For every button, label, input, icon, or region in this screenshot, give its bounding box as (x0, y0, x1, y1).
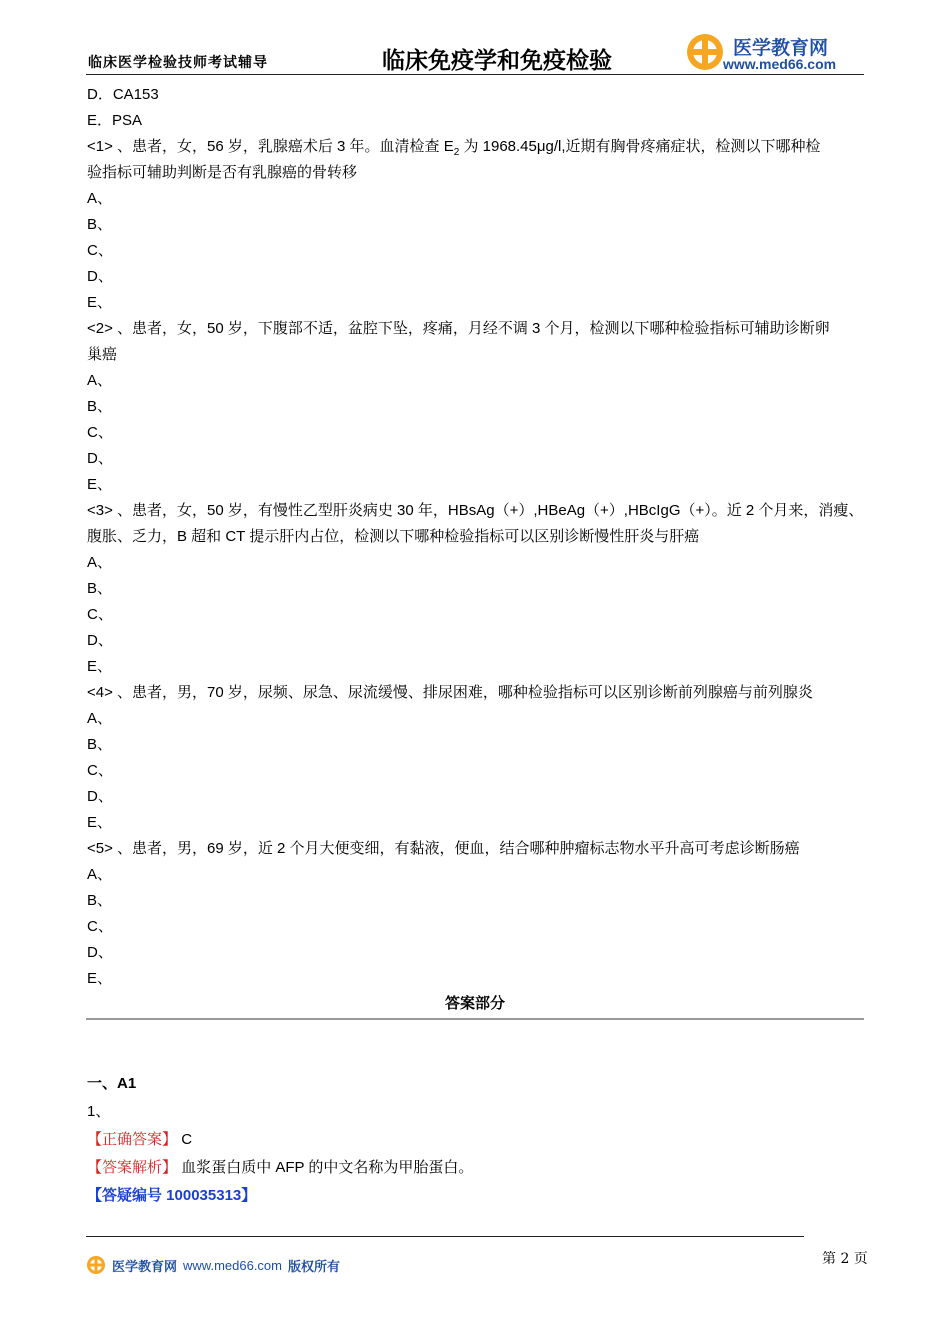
option-d-line: D．CA153 (87, 86, 159, 103)
q3-option-e: E、 (87, 658, 113, 675)
q1-option-a: A、 (87, 190, 113, 207)
correct-answer-label: 【正确答案】 (87, 1131, 178, 1148)
footer-rights: 版权所有 (288, 1258, 341, 1274)
header-logo-url: www.med66.com (723, 56, 837, 72)
q5-option-e: E、 (87, 970, 113, 987)
question-5: <5> 、患者，男，69 岁，近 2 个月大便变细，有黏液，便血，结合哪种肿瘤标志物水平升高可考虑诊断肠癌 (87, 840, 800, 857)
q5-option-d: D、 (87, 944, 113, 961)
question-2-line-2: 巢癌 (87, 346, 118, 363)
question-1-line-1 (87, 134, 899, 160)
q2-option-c: C、 (87, 424, 113, 441)
answer-section (87, 1070, 867, 1210)
q5-option-c: C、 (87, 918, 113, 935)
q3-option-c: C、 (87, 606, 113, 623)
query-code-link[interactable]: 【答疑编号 100035313】 (87, 1187, 257, 1204)
question-2-line-1: <2> 、患者，女，50 岁，下腹部不适，盆腔下坠，疼痛，月经不调 3 个月，检测以下哪种检验指标可辅助诊断卵 (87, 320, 830, 337)
q3-option-a: A、 (87, 554, 113, 571)
analysis-label: 【答案解析】 (87, 1159, 178, 1176)
med66-logo-icon (685, 32, 725, 72)
header-logo[interactable] (683, 30, 868, 74)
q5-option-a: A、 (87, 866, 113, 883)
q4-option-a: A、 (87, 710, 113, 727)
analysis-row (87, 1154, 867, 1182)
q5-option-b: B、 (87, 892, 113, 909)
question-body (87, 82, 899, 992)
footer-rule (86, 1236, 804, 1237)
answer-section-heading: 答案部分 (86, 992, 864, 1020)
q1-subscript: 2 (453, 147, 460, 158)
analysis-text: 血浆蛋白质中 AFP 的中文名称为甲胎蛋白。 (181, 1159, 474, 1176)
med66-footer-logo-icon (86, 1255, 106, 1275)
q1-part-b: 为 1968.45μg/l,近期有胸骨疼痛症状，检测以下哪种检 (459, 138, 821, 155)
question-3-line-2: 腹胀、乏力，B 超和 CT 提示肝内占位，检测以下哪种检验指标可以区别诊断慢性肝炎与肝癌 (87, 528, 700, 545)
header-title: 临床免疫学和免疫检验 (382, 48, 612, 74)
answer-item-number: 1、 (87, 1103, 111, 1120)
q1-option-e: E、 (87, 294, 113, 311)
correct-answer-row (87, 1126, 867, 1154)
correct-answer-value: C (181, 1131, 193, 1148)
footer-site-url: www.med66.com (183, 1257, 282, 1273)
question-4: <4> 、患者，男，70 岁，尿频、尿急、尿流缓慢、排尿困难，哪种检验指标可以区别诊断前列腺癌与前列腺炎 (87, 684, 813, 701)
q4-option-b: B、 (87, 736, 113, 753)
q1-option-c: C、 (87, 242, 113, 259)
question-1-line-2: 验指标可辅助判断是否有乳腺癌的骨转移 (87, 164, 358, 181)
q1-part-a: <1> 、患者，女，56 岁，乳腺癌术后 3 年。血清检查 E (87, 138, 454, 155)
footer-left[interactable] (86, 1255, 340, 1275)
page-number: 第 2 页 (822, 1251, 868, 1267)
option-e-line: E．PSA (87, 112, 143, 129)
q2-option-a: A、 (87, 372, 113, 389)
q3-option-b: B、 (87, 580, 113, 597)
page-header (86, 28, 864, 75)
header-logo-name: 医学教育网 (733, 37, 829, 59)
footer-site-name: 医学教育网 (112, 1258, 178, 1274)
q3-option-d: D、 (87, 632, 113, 649)
q1-option-d: D、 (87, 268, 113, 285)
q4-option-e: E、 (87, 814, 113, 831)
header-left-text: 临床医学检验技师考试辅导 (88, 54, 268, 70)
q4-option-d: D、 (87, 788, 113, 805)
q2-option-b: B、 (87, 398, 113, 415)
q4-option-c: C、 (87, 762, 113, 779)
question-3-line-1: <3> 、患者，女，50 岁，有慢性乙型肝炎病史 30 年，HBsAg（+）,HBeAg（+）,HBcIgG（+）。近 2 个月来，消瘦、 (87, 502, 864, 519)
answer-section-title: 一、A1 (87, 1075, 137, 1092)
q2-option-d: D、 (87, 450, 113, 467)
q2-option-e: E、 (87, 476, 113, 493)
q1-option-b: B、 (87, 216, 113, 233)
